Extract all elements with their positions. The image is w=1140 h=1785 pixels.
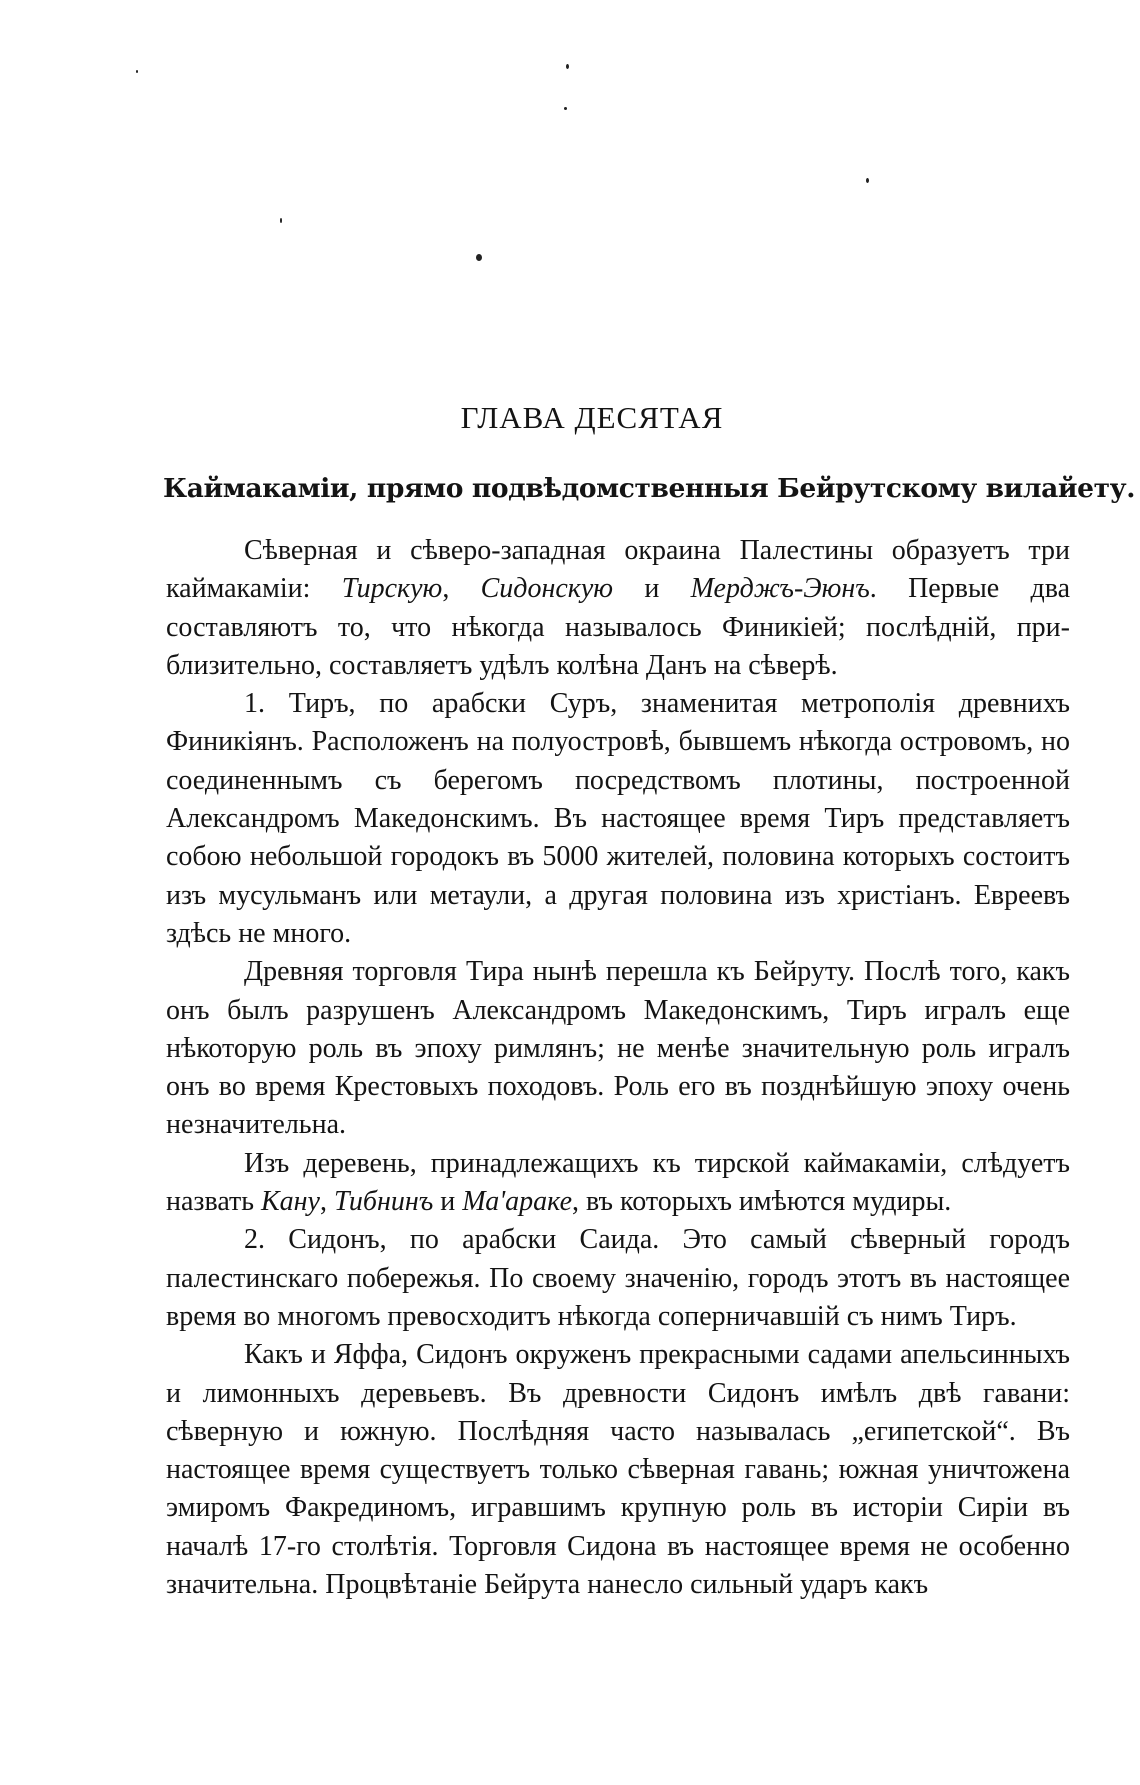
scan-speck [280, 218, 282, 223]
scan-speck [476, 254, 482, 261]
text-run: 1. Тиръ, по арабски Суръ, знаменитая метрополія древнихъ Финикіянъ. Расположенъ на полуостровѣ, бывшемъ нѣкогда островомъ, но соединеннымъ съ берегомъ посредствомъ плотины, построенной Александромъ Македонскимъ. Въ настоящее время Тиръ представляетъ собою небольшой городокъ въ 5000 жителей, половина которыхъ состоитъ изъ мусульманъ или метаули, а другая половина изъ христіанъ. Евреевъ здѣсь не много. [166, 688, 1070, 949]
paragraph [166, 1145, 1070, 1222]
text-run: , въ которыхъ имѣются мудиры. [572, 1186, 952, 1218]
section-heading: Каймакаміи, прямо подвѣдомственныя Бейрутскому вилайету. [163, 473, 1136, 504]
text-run: и [433, 1186, 463, 1218]
place-name: Сидонскую [480, 573, 614, 605]
place-name: Тирскую [341, 573, 443, 605]
scan-speck [136, 70, 138, 73]
text-run: 2. Сидонъ, по арабски Саида. Это самый сѣверный городъ палестинскаго побережья. По своему значенію, городъ этотъ въ настоящее время во многомъ превосходитъ нѣкогда соперничавшій съ нимъ Тиръ. [166, 1224, 1070, 1332]
body-text [166, 532, 1070, 1604]
text-run: , [319, 1186, 334, 1218]
scan-speck [564, 107, 567, 110]
place-name: Мерджъ-Эюнъ [690, 573, 870, 605]
text-run: Сѣверная и сѣверо-западная окраина Палестины образуетъ три каймакаміи: [166, 535, 1070, 605]
paragraph [166, 953, 1070, 1144]
text-run: и [613, 573, 691, 605]
place-name: Кану [261, 1186, 320, 1218]
paragraph [166, 685, 1070, 953]
chapter-title: ГЛАВА ДЕСЯТАЯ [460, 400, 724, 435]
paragraph [166, 1336, 1070, 1604]
paragraph [166, 532, 1070, 685]
place-name: Ма'араке [462, 1186, 573, 1218]
scan-speck [566, 64, 569, 69]
paragraph [166, 1221, 1070, 1336]
text-run: Изъ деревень, принадлежащихъ къ тирской каймакаміи, слѣдуетъ назвать [166, 1147, 1070, 1218]
text-run: Какъ и Яффа, Сидонъ окруженъ прекрасными садами апельсинныхъ и лимонныхъ деревьевъ. Въ древности Сидонъ имѣлъ двѣ гавани: сѣверную и южную. Послѣдняя часто называлась „египетской“. Въ настоящее время существуетъ только сѣверная гавань; южная уничтожена эмиромъ Факрединомъ, игравшимъ крупную роль въ исторіи Сиріи въ началѣ 17-го столѣтія. Торговля Сидона въ настоящее время не особенно значительна. Процвѣтаніе Бейрута нанесло сильный ударъ какъ [166, 1339, 1070, 1601]
scan-speck [866, 178, 869, 183]
text-run: . Первые два составляютъ то, что нѣкогда называлось Финикіей; послѣдній, приблизительно, составляетъ удѣлъ колѣна Данъ на сѣверѣ. [166, 573, 1071, 681]
text-run: Древняя торговля Тира нынѣ перешла къ Бейруту. Послѣ того, какъ онъ былъ разрушенъ Александромъ Македонскимъ, Тиръ игралъ еще нѣкоторую роль въ эпоху римлянъ; не менѣе значительную роль игралъ онъ во время Крестовыхъ походовъ. Роль его въ позднѣйшую эпоху очень незначительна. [166, 956, 1070, 1141]
place-name: Тибнинъ [333, 1186, 434, 1218]
text-run: , [442, 573, 481, 605]
